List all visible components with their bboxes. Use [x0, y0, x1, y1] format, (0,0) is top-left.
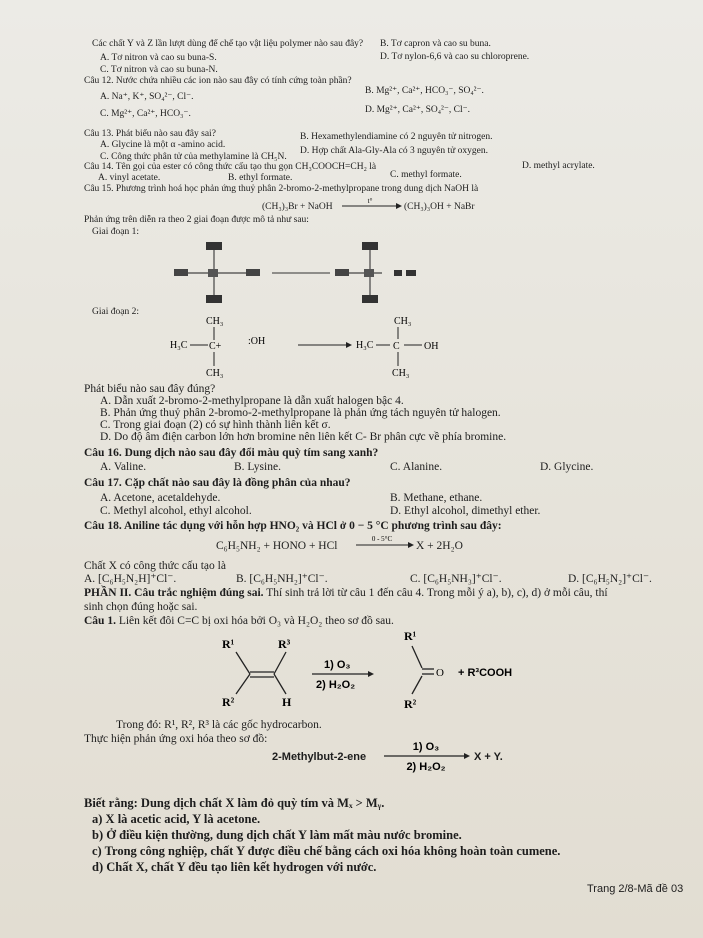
part2-q1-label: Câu 1. [84, 615, 116, 627]
option-a: A. Tơ nitron và cao su buna-S. [100, 53, 217, 63]
q15-option-c: C. Trong giai đoạn (2) có sự hình thành liên kết σ. [100, 419, 331, 431]
q15-desc: Phản ứng trên diễn ra theo 2 giai đoạn được mô tả như sau: [84, 215, 309, 225]
blurred-group [362, 242, 378, 250]
q12-option-b: B. Mg²⁺, Ca²⁺, HCO₃⁻, SO₄²⁻. [365, 86, 484, 96]
ch3-bottom: CH₃ [206, 368, 224, 379]
q13-stem: Câu 13. Phát biểu nào sau đây sai? [84, 129, 216, 139]
stage1-diagram [170, 240, 440, 305]
hydroxyl: OH [424, 341, 439, 352]
stage2-label: Giai đoạn 2: [92, 307, 139, 317]
hydroxide: :OH [248, 336, 266, 347]
step1-label: 1) O₃ [324, 659, 351, 671]
r2-label: R² [222, 695, 235, 709]
option-b: B. Tơ capron và cao su buna. [380, 39, 491, 49]
step2-label: 2) H₂O₂ [316, 679, 356, 691]
h3c-right: H₃C [356, 340, 374, 351]
q18-arrow-label: 0 - 5°C [371, 535, 393, 543]
q13-option-a: A. Glycine là một α -amino acid. [100, 140, 226, 150]
q12-option-a: A. Na⁺, K⁺, SO₄²⁻, Cl⁻. [100, 92, 194, 102]
part2-q1-stem [84, 615, 394, 628]
q18-equation-left: C₆H₅NH₂ + HONO + HCl [216, 540, 338, 552]
q18-arrow [354, 534, 414, 550]
part2-q1-text: Liên kết đôi C=C bị oxi hóa bởi O₃ và H₂O₂ theo sơ đồ sau. [115, 615, 394, 627]
blurred-atom [364, 269, 374, 277]
q17-option-b: B. Methane, ethane. [390, 492, 483, 504]
blurred-group [362, 295, 378, 303]
q12-option-d: D. Mg²⁺, Ca²⁺, SO₄²⁻, Cl⁻. [365, 105, 471, 115]
q14-option-b: B. ethyl formate. [228, 173, 293, 183]
q15-arrow [340, 196, 402, 212]
q13-option-b: B. Hexamethylendiamine có 2 nguyên tử nitrogen. [300, 132, 493, 142]
ch3-bottom-right: CH₃ [392, 368, 410, 379]
q16-option-d: D. Glycine. [540, 461, 594, 473]
q13-option-d: D. Hợp chất Ala-Gly-Ala có 3 nguyên tử oxygen. [300, 146, 488, 156]
ch3-top-right: CH₃ [394, 316, 412, 327]
part2-instruction-text: Thí sinh trả lời từ câu 1 đến câu 4. Trong mỗi ý a), b), c), d) ở mỗi câu, thí [263, 587, 608, 599]
q15-option-d: D. Do độ âm điện carbon lớn hơn bromine nên liên kết C- Br phân cực về phía bromine. [100, 431, 507, 443]
q17-option-a: A. Acetone, acetaldehyde. [100, 492, 221, 504]
q18-option-d: D. [C₆H₅N₂]⁺Cl⁻. [568, 573, 652, 585]
q16-option-a: A. Valine. [100, 461, 147, 473]
q18-option-a: A. [C₆H₅N₂H]⁺Cl⁻. [84, 573, 177, 585]
products-xy: X + Y. [474, 751, 503, 763]
q16-option-c: C. Alanine. [390, 461, 443, 473]
blurred-ion [406, 270, 416, 276]
q17-option-c: C. Methyl alcohol, ethyl alcohol. [100, 505, 252, 517]
q18-stem: Câu 18. Aniline tác dụng với hỗn hợp HNO₂ và HCl ở 0 − 5 °C phương trình sau đây: [84, 520, 502, 532]
q14-option-a: A. vinyl acetate. [98, 173, 161, 183]
blurred-group [335, 269, 349, 276]
q18-option-b: B. [C₆H₅NH₂]⁺Cl⁻. [236, 573, 328, 585]
part2-instruction-cont: sinh chọn đúng hoặc sai. [84, 601, 198, 613]
ch3-top: CH₃ [206, 316, 224, 327]
q15-arrow-label: t° [367, 197, 373, 205]
q12-option-c: C. Mg²⁺, Ca²⁺, HCO₃⁻. [100, 109, 191, 119]
q15-product: (CH₃)₃OH + NaBr [404, 202, 475, 212]
q15-option-a: A. Dẫn xuất 2-bromo-2-methylpropane là dẫn xuất halogen bậc 4. [100, 395, 404, 407]
q18-x-stem: Chất X có công thức cấu tạo là [84, 560, 226, 572]
blurred-group [206, 295, 222, 303]
q13-option-c: C. Công thức phân tử của methylamine là CH₅N. [100, 152, 287, 162]
known-text: Biết rằng: Dung dịch chất X làm đỏ quỳ tím và Mₓ > Mᵧ. [84, 796, 385, 810]
r2-product: R² [404, 697, 417, 711]
q-intro: Các chất Y và Z lần lượt dùng để chế tạo vật liệu polymer nào sau đây? [92, 39, 364, 49]
blurred-group [174, 269, 188, 276]
blurred-group [206, 242, 222, 250]
blurred-ion [394, 270, 402, 276]
q14-stem: Câu 14. Tên gọi của ester có công thức cấu tạo thu gọn CH₃COOCH=CH₂ là [84, 162, 377, 172]
q16-option-b: B. Lysine. [234, 461, 281, 473]
h3c-left: H₃C [170, 340, 188, 351]
q15-question: Phát biểu nào sau đây đúng? [84, 383, 216, 395]
q14-option-c: C. methyl formate. [390, 170, 462, 180]
statement-a: a) X là acetic acid, Y là acetone. [92, 812, 261, 826]
q12-stem: Câu 12. Nước chứa nhiều các ion nào sau đây có tính cứng toàn phần? [84, 76, 352, 86]
statement-b: b) Ở điều kiện thường, dung dịch chất Y làm mất màu nước bromine. [92, 828, 462, 842]
q18-option-c: C. [C₆H₅NH₃]⁺Cl⁻. [410, 573, 502, 585]
statement-c: c) Trong công nghiệp, chất Y được điều chế bằng cách oxi hóa không hoàn toàn cumene. [92, 844, 561, 858]
oxygen-label: O [436, 667, 444, 679]
q15-option-b: B. Phản ứng thuỷ phân 2-bromo-2-methylpropane là phản ứng tách nguyên tử halogen. [100, 407, 501, 419]
q17-stem: Câu 17. Cặp chất nào sau đây là đồng phân của nhau? [84, 477, 351, 489]
scheme2-step2: 2) H₂O₂ [406, 761, 446, 773]
q17-option-d: D. Ethyl alcohol, dimethyl ether. [390, 505, 541, 517]
q18-equation-right: X + 2H₂O [416, 540, 463, 552]
ozonolysis-scheme [200, 628, 560, 716]
stage1-label: Giai đoạn 1: [92, 227, 139, 237]
perform-text: Thực hiện phản ứng oxi hóa theo sơ đồ: [84, 733, 268, 745]
blurred-atom [208, 269, 218, 277]
q15-stem: Câu 15. Phương trình hoá học phản ứng thuỷ phân 2-bromo-2-methylpropane trong dung dịch NaOH là [84, 184, 479, 194]
option-c: C. Tơ nitron và cao su buna-N. [100, 65, 218, 75]
statement-d: d) Chất X, chất Y đều tạo liên kết hydrogen với nước. [92, 860, 377, 874]
carboxylic-acid-product: + R³COOH [458, 667, 513, 679]
q16-stem: Câu 16. Dung dịch nào sau đây đổi màu quỳ tím sang xanh? [84, 447, 379, 459]
page-footer: Trang 2/8-Mã đề 03 [587, 883, 684, 895]
h-label: H [282, 695, 292, 709]
r3-label: R³ [278, 637, 291, 651]
scheme2-step1: 1) O₃ [412, 741, 440, 753]
stage2-diagram [168, 312, 488, 380]
carbon: C [393, 341, 400, 352]
part2-heading: PHẦN II. Câu trắc nghiệm đúng sai. [84, 587, 264, 599]
q15-reactant: (CH₃)₃Br + NaOH [262, 202, 333, 212]
blurred-group [246, 269, 260, 276]
option-d: D. Tơ nylon-6,6 và cao su chloroprene. [380, 52, 530, 62]
reactant-name: 2-Methylbut-2-ene [272, 751, 367, 763]
r1-product: R¹ [404, 629, 417, 643]
q14-option-d: D. methyl acrylate. [522, 161, 595, 171]
scheme2-arrow [380, 738, 472, 778]
carbocation: C+ [209, 341, 222, 352]
r1-label: R¹ [222, 637, 235, 651]
part2-instruction [84, 587, 608, 600]
where-text: Trong đó: R¹, R², R³ là các gốc hydrocarbon. [116, 719, 322, 731]
